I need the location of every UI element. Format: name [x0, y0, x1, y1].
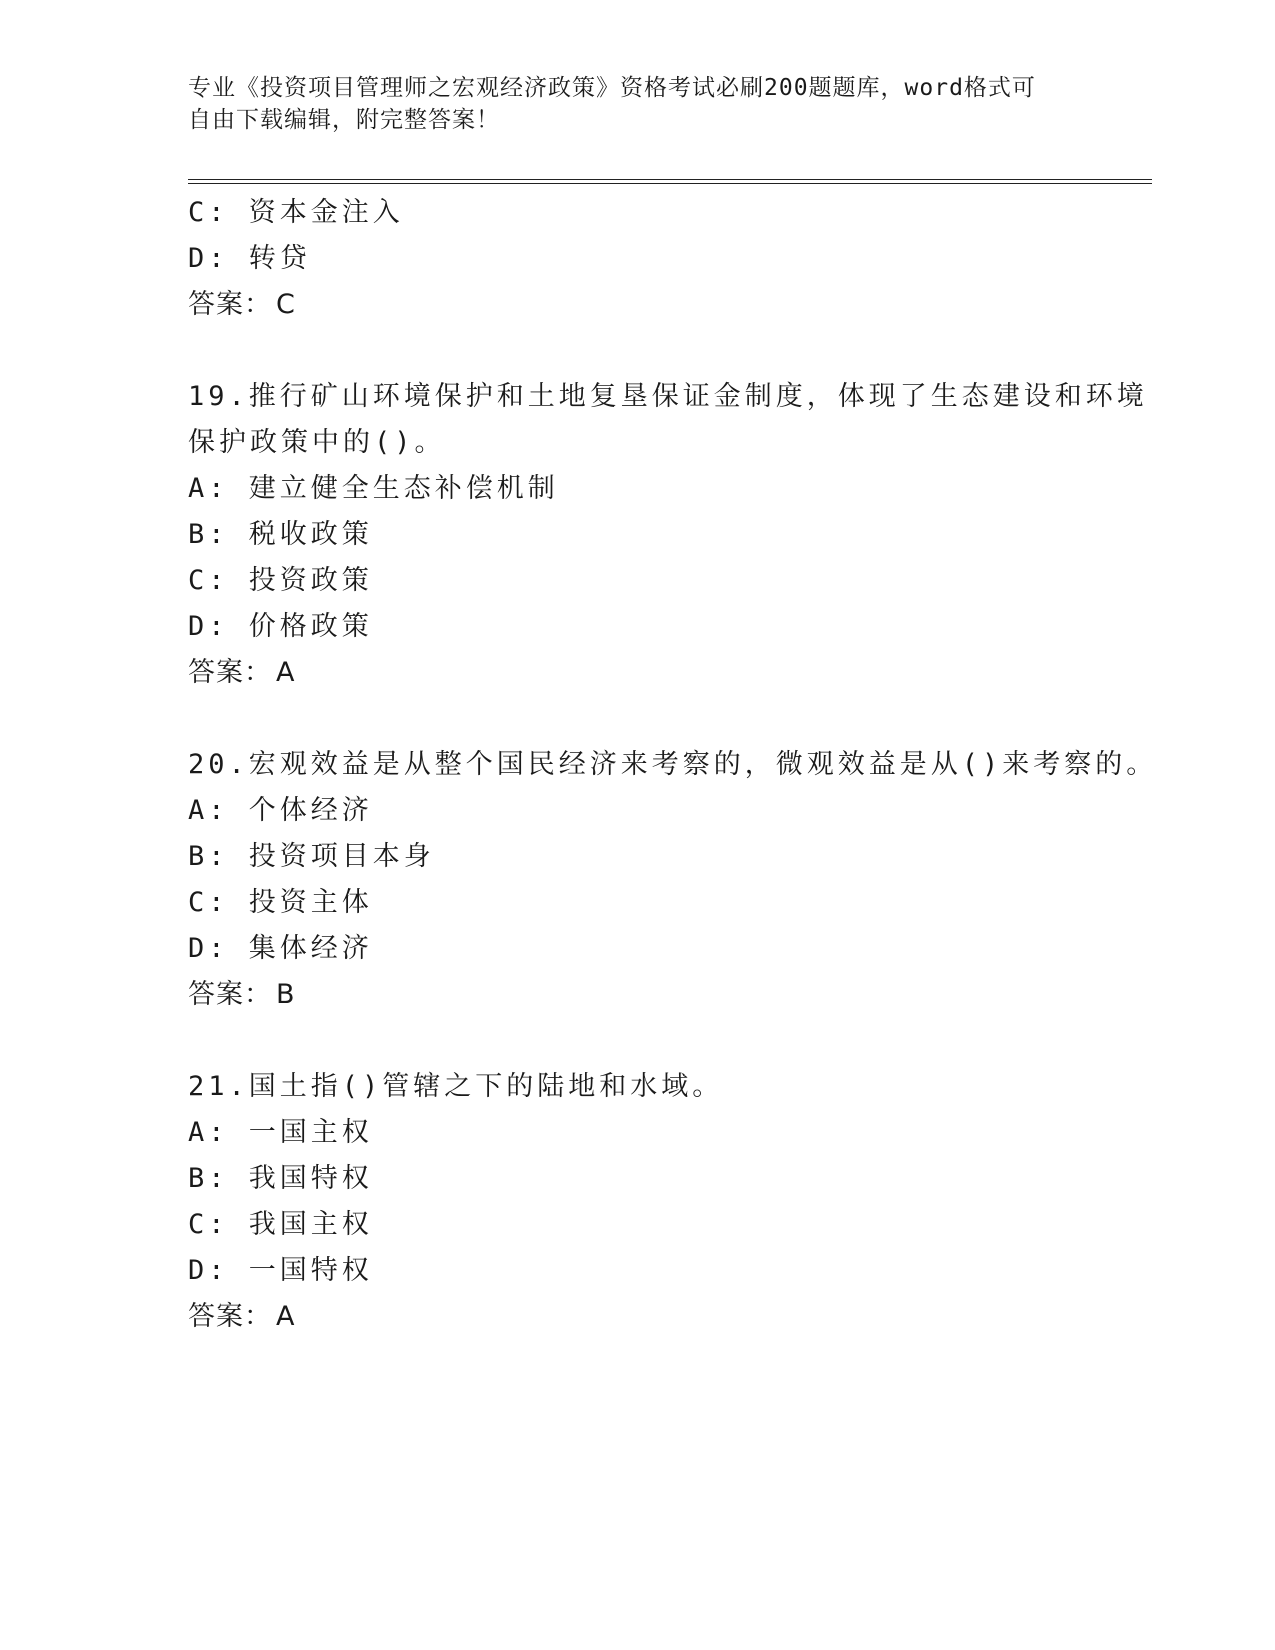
question-stem-continued: 保护政策中的()。 [188, 427, 446, 458]
document-header [188, 72, 1068, 136]
question-20 [188, 742, 1158, 1018]
question-21 [188, 1064, 1148, 1340]
answer-value: A [276, 657, 296, 688]
answer-line [188, 650, 1148, 696]
spacer [188, 328, 1148, 374]
option-c: C: 资本金注入 [188, 197, 404, 228]
answer-value: B [276, 979, 296, 1010]
option-b: B: 我国特权 [188, 1163, 373, 1194]
option-d: D: 集体经济 [188, 933, 373, 964]
option-d: D: 转贷 [188, 243, 311, 274]
option-c: C: 投资主体 [188, 887, 373, 918]
question-stem: 20.宏观效益是从整个国民经济来考察的，微观效益是从()来考察的。 [188, 749, 1158, 780]
answer-label: 答案： [188, 657, 272, 688]
spacer [188, 1018, 1148, 1064]
option-a: A: 建立健全生态补偿机制 [188, 473, 559, 504]
option-c: C: 投资政策 [188, 565, 373, 596]
option-c: C: 我国主权 [188, 1209, 373, 1240]
answer-line [188, 282, 1148, 328]
option-b: B: 税收政策 [188, 519, 373, 550]
answer-value: C [276, 289, 296, 320]
answer-value: A [276, 1301, 296, 1332]
question-stem: 19.推行矿山环境保护和土地复垦保证金制度，体现了生态建设和环境 [188, 381, 1148, 412]
answer-line [188, 1294, 1148, 1340]
header-title-line-2: 自由下载编辑，附完整答案！ [188, 107, 500, 133]
question-stem: 21.国土指()管辖之下的陆地和水域。 [188, 1071, 724, 1102]
option-a: A: 个体经济 [188, 795, 373, 826]
answer-line [188, 972, 1148, 1018]
question-19 [188, 374, 1148, 696]
option-d: D: 价格政策 [188, 611, 373, 642]
answer-label: 答案： [188, 979, 272, 1010]
header-title-line-1: 专业《投资项目管理师之宏观经济政策》资格考试必刷200题题库，word格式可 [188, 75, 1036, 101]
option-a: A: 一国主权 [188, 1117, 373, 1148]
option-b: B: 投资项目本身 [188, 841, 435, 872]
option-d: D: 一国特权 [188, 1255, 373, 1286]
question-18-tail [188, 190, 1148, 328]
answer-label: 答案： [188, 289, 272, 320]
question-list [188, 190, 1158, 1340]
header-divider [188, 179, 1152, 184]
answer-label: 答案： [188, 1301, 272, 1332]
spacer [188, 696, 1148, 742]
